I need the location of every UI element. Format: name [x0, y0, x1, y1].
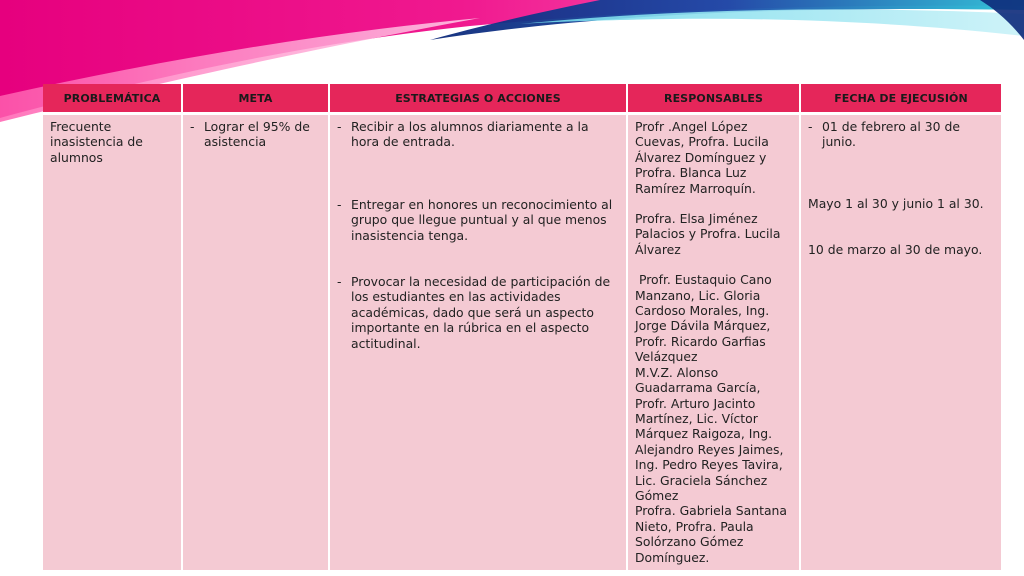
table-row	[43, 114, 1001, 571]
bullet-dash: -	[337, 274, 342, 290]
responsables-group-5: Profra. Gabriela Santana Nieto, Profra. Paula Solórzano Gómez Domínguez.	[635, 503, 787, 565]
bullet-dash: -	[337, 119, 342, 134]
estrategia-text: Entregar en honores un reconocimiento al grupo que llegue puntual y al que menos inasistencia tenga.	[351, 196, 613, 243]
cell-problematica	[43, 114, 182, 571]
header-meta: META	[182, 84, 329, 114]
estrategia-text: Provocar la necesidad de participación de los estudiantes en las actividades académicas, dado que será un aspecto importante en la rúbrica en el aspecto actitudinal.	[351, 274, 611, 351]
responsables-group-2: Profra. Elsa Jiménez Palacios y Profra. Lucila Álvarez	[635, 211, 781, 257]
problematica-text: Frecuente inasistencia de alumnos	[50, 119, 143, 165]
cell-fecha	[800, 114, 1001, 571]
estrategia-text: Recibir a los alumnos diariamente a la hora de entrada.	[351, 119, 589, 150]
header-estrategias: ESTRATEGIAS O ACCIONES	[329, 84, 627, 114]
estrategia-item-3	[337, 274, 619, 351]
estrategia-item-1	[337, 119, 619, 150]
responsables-group-3: Profr. Eustaquio Cano Manzano, Lic. Gloria Cardoso Morales, Ing. Jorge Dávila Márquez, Profr. Ricardo Garfias Velázquez	[635, 272, 776, 365]
fecha-text-2: Mayo 1 al 30 y junio 1 al 30.	[808, 195, 984, 211]
meta-item	[190, 119, 321, 150]
cell-responsables	[627, 114, 800, 571]
header-fecha: FECHA DE EJECUSIÓN	[800, 84, 1001, 114]
fecha-text-1: 01 de febrero al 30 de junio.	[822, 119, 960, 150]
header-responsables: RESPONSABLES	[627, 84, 800, 114]
table-header-row	[43, 84, 1001, 114]
header-problematica: PROBLEMÁTICA	[43, 84, 182, 114]
estrategia-item-2	[337, 197, 619, 243]
responsables-group-1: Profr .Angel López Cuevas, Profra. Lucila Álvarez Domínguez y Profra. Blanca Luz Ramírez Marroquín.	[635, 119, 769, 196]
meta-text: Lograr el 95% de asistencia	[204, 119, 310, 150]
bullet-dash: -	[190, 119, 195, 134]
fecha-text-3: 10 de marzo al 30 de mayo.	[808, 242, 983, 258]
bullet-dash: -	[808, 119, 813, 134]
cell-meta	[182, 114, 329, 571]
fecha-item-1	[808, 119, 994, 150]
action-plan-table	[43, 84, 1001, 570]
bullet-dash: -	[337, 196, 342, 212]
responsables-group-4: M.V.Z. Alonso Guadarrama García, Profr. Arturo Jacinto Martínez, Lic. Víctor Márquez Raigoza, Ing. Alejandro Reyes Jaimes, Ing. Pedro Reyes Tavira, Lic. Graciela Sánchez Gómez	[635, 364, 784, 503]
cell-estrategias	[329, 114, 627, 571]
